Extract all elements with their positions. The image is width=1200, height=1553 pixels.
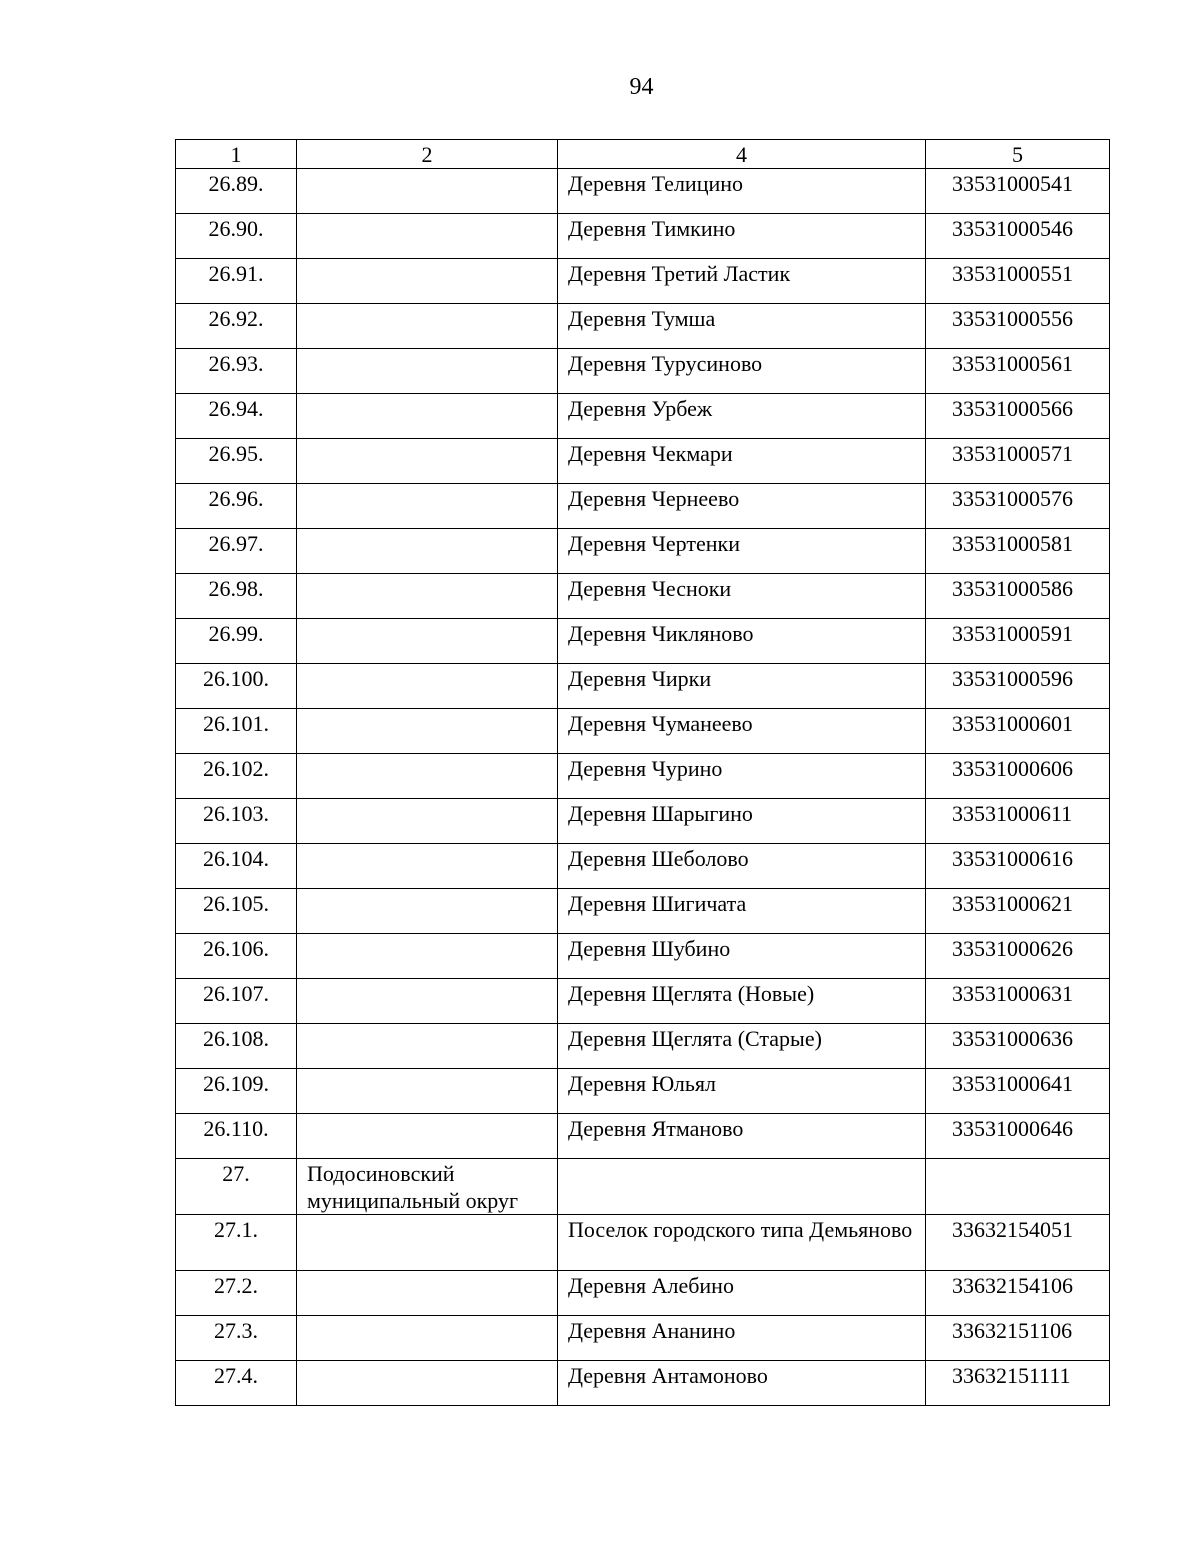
row-number-cell: 26.104. [176, 844, 297, 889]
district-cell [297, 979, 558, 1024]
oktmo-code-cell: 33531000601 [926, 709, 1110, 754]
settlement-name-cell: Деревня Шеболово [558, 844, 926, 889]
row-number-cell: 26.102. [176, 754, 297, 799]
district-cell [297, 709, 558, 754]
table-row [176, 259, 1110, 304]
oktmo-code-cell: 33632154106 [926, 1271, 1110, 1316]
row-number-cell: 26.105. [176, 889, 297, 934]
settlement-name-cell: Деревня Чуманеево [558, 709, 926, 754]
district-cell [297, 1114, 558, 1159]
settlement-name-cell: Деревня Чирки [558, 664, 926, 709]
table-row [176, 1024, 1110, 1069]
row-number-cell: 26.89. [176, 169, 297, 214]
district-cell: Подосиновский муниципальный округ [297, 1159, 558, 1215]
oktmo-code-cell: 33531000556 [926, 304, 1110, 349]
settlement-name-cell: Деревня Юльял [558, 1069, 926, 1114]
table-row [176, 169, 1110, 214]
district-cell [297, 574, 558, 619]
table-row [176, 574, 1110, 619]
oktmo-code-cell: 33531000541 [926, 169, 1110, 214]
oktmo-code-cell: 33531000636 [926, 1024, 1110, 1069]
table-row [176, 889, 1110, 934]
oktmo-code-cell: 33531000571 [926, 439, 1110, 484]
oktmo-code-cell: 33531000551 [926, 259, 1110, 304]
oktmo-code-cell: 33531000586 [926, 574, 1110, 619]
row-number-cell: 26.95. [176, 439, 297, 484]
district-cell [297, 1316, 558, 1361]
district-cell [297, 349, 558, 394]
table-row [176, 349, 1110, 394]
row-number-cell: 27.1. [176, 1215, 297, 1271]
table-row [176, 484, 1110, 529]
district-cell [297, 1024, 558, 1069]
settlement-name-cell: Деревня Шарыгино [558, 799, 926, 844]
table-row [176, 1159, 1110, 1215]
oktmo-code-cell: 33531000581 [926, 529, 1110, 574]
district-cell [297, 484, 558, 529]
oktmo-code-cell: 33531000606 [926, 754, 1110, 799]
row-number-cell: 26.101. [176, 709, 297, 754]
oktmo-code-cell: 33531000561 [926, 349, 1110, 394]
settlement-name-cell: Деревня Чертенки [558, 529, 926, 574]
row-number-cell: 26.92. [176, 304, 297, 349]
table-row [176, 439, 1110, 484]
district-cell [297, 799, 558, 844]
district-cell [297, 844, 558, 889]
table-row [176, 1215, 1110, 1271]
settlement-name-cell: Поселок городского типа Демьяново [558, 1215, 926, 1271]
table-row [176, 304, 1110, 349]
settlement-name-cell: Деревня Тимкино [558, 214, 926, 259]
table-header-row [176, 140, 1110, 169]
row-number-cell: 26.108. [176, 1024, 297, 1069]
column-header: 4 [558, 140, 926, 169]
row-number-cell: 26.99. [176, 619, 297, 664]
settlement-name-cell: Деревня Щеглята (Старые) [558, 1024, 926, 1069]
oktmo-code-cell: 33632154051 [926, 1215, 1110, 1271]
row-number-cell: 26.107. [176, 979, 297, 1024]
oktmo-code-cell: 33531000576 [926, 484, 1110, 529]
oktmo-code-cell: 33531000566 [926, 394, 1110, 439]
settlement-name-cell: Деревня Чикляново [558, 619, 926, 664]
page-number: 94 [629, 74, 654, 100]
settlement-name-cell: Деревня Телицино [558, 169, 926, 214]
district-cell [297, 1069, 558, 1114]
settlement-name-cell: Деревня Шигичата [558, 889, 926, 934]
table-row [176, 754, 1110, 799]
row-number-cell: 26.109. [176, 1069, 297, 1114]
settlement-name-cell: Деревня Чекмари [558, 439, 926, 484]
settlement-name-cell: Деревня Ананино [558, 1316, 926, 1361]
row-number-cell: 26.96. [176, 484, 297, 529]
oktmo-code-cell: 33632151106 [926, 1316, 1110, 1361]
row-number-cell: 26.93. [176, 349, 297, 394]
oktmo-code-cell: 33531000596 [926, 664, 1110, 709]
column-header: 2 [297, 140, 558, 169]
oktmo-code-cell: 33531000646 [926, 1114, 1110, 1159]
settlement-name-cell: Деревня Щеглята (Новые) [558, 979, 926, 1024]
district-cell [297, 1361, 558, 1406]
table-row [176, 529, 1110, 574]
row-number-cell: 26.100. [176, 664, 297, 709]
column-header: 5 [926, 140, 1110, 169]
oktmo-code-cell: 33531000621 [926, 889, 1110, 934]
table-row [176, 709, 1110, 754]
district-cell [297, 664, 558, 709]
oktmo-code-cell: 33531000546 [926, 214, 1110, 259]
row-number-cell: 26.98. [176, 574, 297, 619]
table-row [176, 1271, 1110, 1316]
settlement-name-cell: Деревня Третий Ластик [558, 259, 926, 304]
settlement-name-cell: Деревня Алебино [558, 1271, 926, 1316]
district-cell [297, 1215, 558, 1271]
table-row [176, 1069, 1110, 1114]
table-row [176, 394, 1110, 439]
settlement-name-cell: Деревня Чернеево [558, 484, 926, 529]
row-number-cell: 26.91. [176, 259, 297, 304]
table-row [176, 979, 1110, 1024]
row-number-cell: 26.94. [176, 394, 297, 439]
settlements-table [175, 139, 1110, 1406]
row-number-cell: 26.90. [176, 214, 297, 259]
row-number-cell: 26.97. [176, 529, 297, 574]
row-number-cell: 27.3. [176, 1316, 297, 1361]
table-row [176, 619, 1110, 664]
row-number-cell: 27. [176, 1159, 297, 1215]
table-row [176, 664, 1110, 709]
column-header: 1 [176, 140, 297, 169]
table-row [176, 1361, 1110, 1406]
district-cell [297, 169, 558, 214]
table-row [176, 799, 1110, 844]
district-cell [297, 304, 558, 349]
row-number-cell: 27.2. [176, 1271, 297, 1316]
oktmo-code-cell: 33531000641 [926, 1069, 1110, 1114]
row-number-cell: 26.106. [176, 934, 297, 979]
oktmo-code-cell: 33531000626 [926, 934, 1110, 979]
oktmo-code-cell [926, 1159, 1110, 1215]
table-body [176, 169, 1110, 1406]
district-cell [297, 934, 558, 979]
table-row [176, 1114, 1110, 1159]
settlement-name-cell: Деревня Шубино [558, 934, 926, 979]
settlement-name-cell: Деревня Турусиново [558, 349, 926, 394]
district-cell [297, 214, 558, 259]
table-row [176, 934, 1110, 979]
table-row [176, 214, 1110, 259]
table-row [176, 1316, 1110, 1361]
row-number-cell: 26.103. [176, 799, 297, 844]
settlement-name-cell: Деревня Чесноки [558, 574, 926, 619]
district-cell [297, 439, 558, 484]
row-number-cell: 26.110. [176, 1114, 297, 1159]
oktmo-code-cell: 33531000611 [926, 799, 1110, 844]
district-cell [297, 889, 558, 934]
district-cell [297, 259, 558, 304]
district-cell [297, 754, 558, 799]
oktmo-code-cell: 33531000631 [926, 979, 1110, 1024]
row-number-cell: 27.4. [176, 1361, 297, 1406]
table-row [176, 844, 1110, 889]
district-cell [297, 1271, 558, 1316]
oktmo-code-cell: 33632151111 [926, 1361, 1110, 1406]
district-cell [297, 529, 558, 574]
settlement-name-cell: Деревня Урбеж [558, 394, 926, 439]
settlement-name-cell [558, 1159, 926, 1215]
settlement-name-cell: Деревня Ятманово [558, 1114, 926, 1159]
settlement-name-cell: Деревня Тумша [558, 304, 926, 349]
settlement-name-cell: Деревня Антамоново [558, 1361, 926, 1406]
district-cell [297, 619, 558, 664]
oktmo-code-cell: 33531000591 [926, 619, 1110, 664]
oktmo-code-cell: 33531000616 [926, 844, 1110, 889]
settlement-name-cell: Деревня Чурино [558, 754, 926, 799]
district-cell [297, 394, 558, 439]
